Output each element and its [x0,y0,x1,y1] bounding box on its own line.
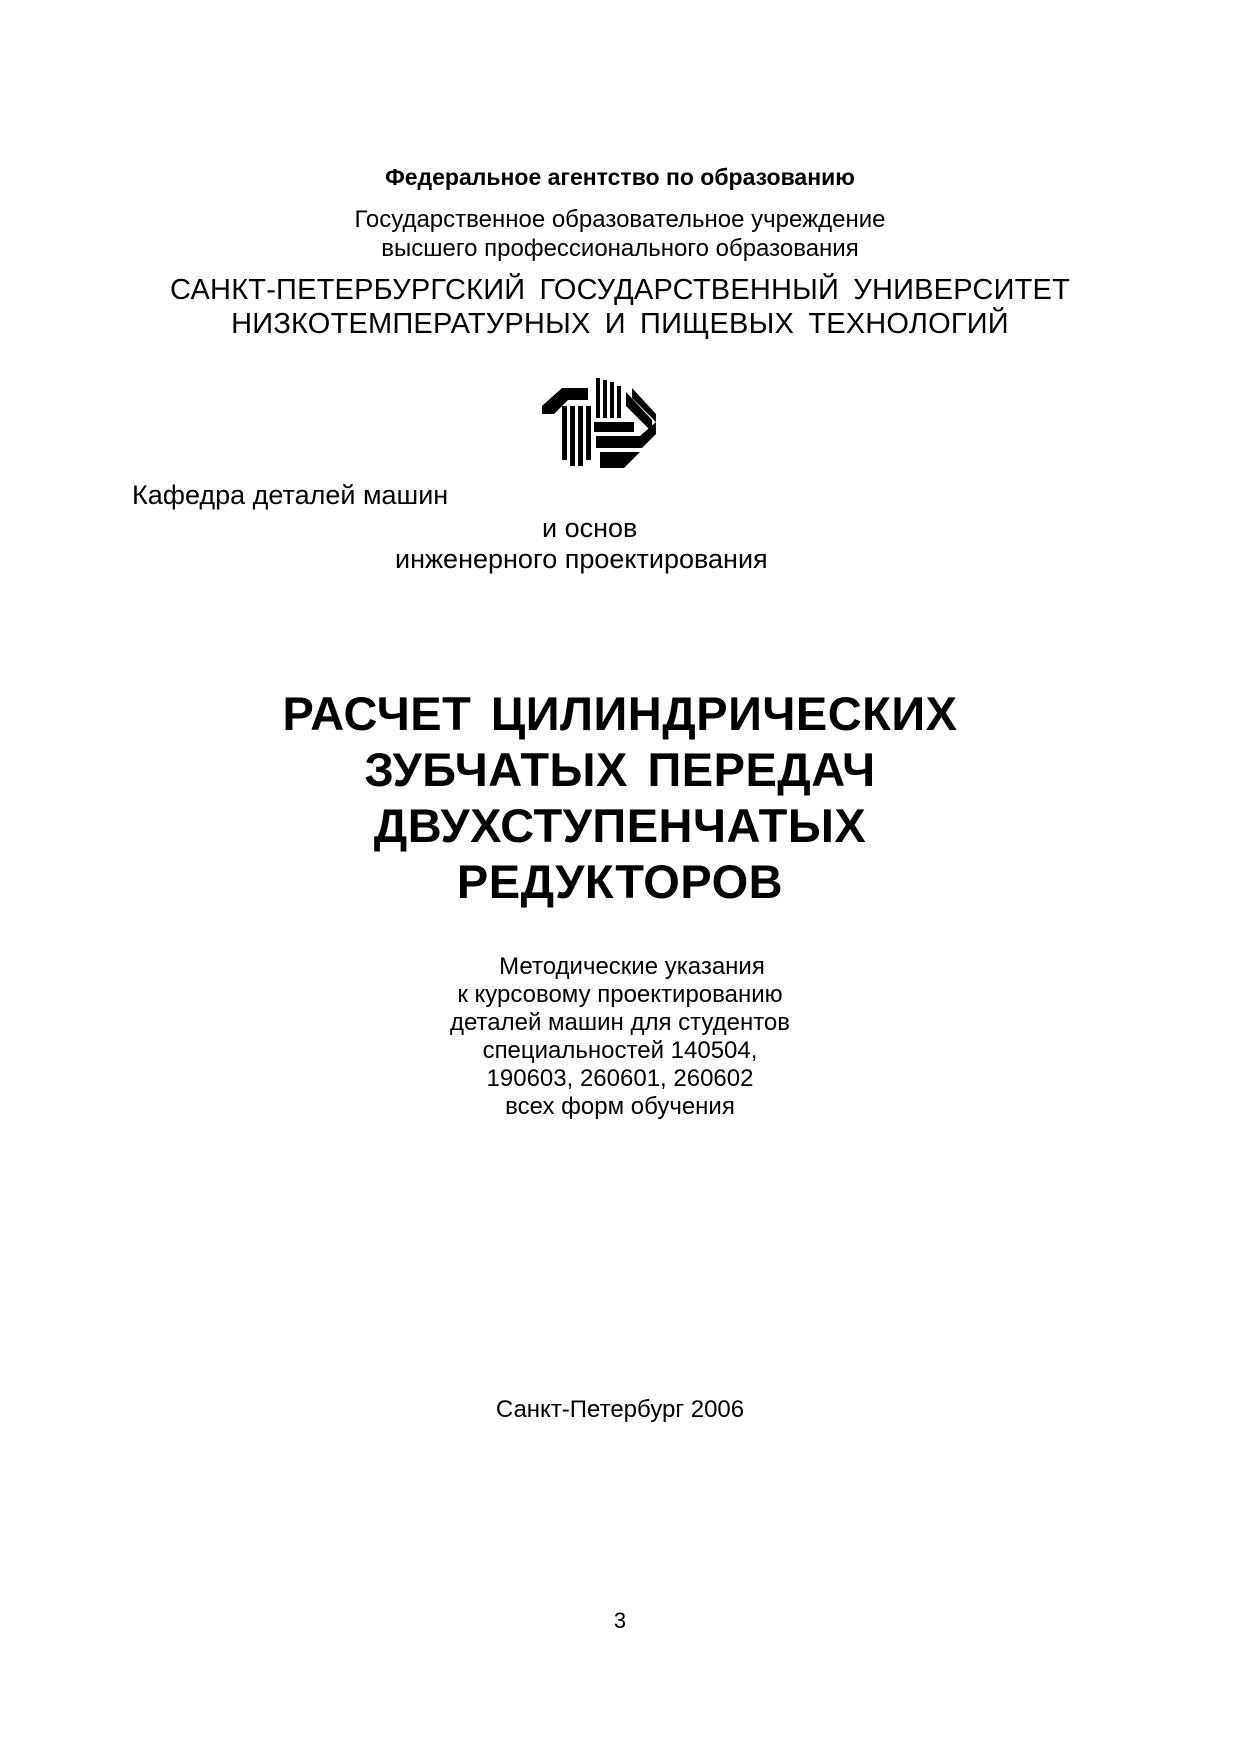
document-title-line-4: РЕДУКТОРОВ [456,855,784,908]
university-name-line-2: НИЗКОТЕМПЕРАТУРНЫХ И ПИЩЕВЫХ ТЕХНОЛОГИЙ [231,308,1009,340]
university-name-line-1: САНКТ-ПЕТЕРБУРГСКИЙ ГОСУДАРСТВЕННЫЙ УНИВЕРСИТЕТ [170,274,1070,306]
guidelines-line-3: деталей машин для студентов [449,1009,791,1036]
guidelines-line-6: всех форм обучения [505,1093,735,1120]
guidelines-line-5: 190603, 260601, 260602 [486,1065,754,1092]
document-title-line-3: ДВУХСТУПЕНЧАТЫХ [373,799,867,852]
guidelines-line-4: специальностей 140504, [482,1037,758,1064]
department-line-3: инженерного проектирования [395,544,768,574]
document-title-line-2: ЗУБЧАТЫХ ПЕРЕДАЧ [364,743,876,796]
department-line-2: и основ [542,513,638,543]
department-line-1: Кафедра деталей машин [132,480,449,510]
agency-name: Федеральное агентство по образованию [385,164,855,190]
page-number: 3 [613,1608,627,1633]
guidelines-line-2: к курсовому проектированию [457,981,783,1008]
university-emblem-icon [540,376,660,474]
document-title-line-1: РАСЧЕТ ЦИЛИНДРИЧЕСКИХ [282,687,958,740]
guidelines-line-1: Методические указания [499,953,765,980]
city-year: Санкт-Петербург 2006 [495,1396,745,1423]
institution-type-line-2: высшего профессионального образования [381,235,859,262]
institution-type-line-1: Государственное образовательное учреждение [354,206,886,233]
